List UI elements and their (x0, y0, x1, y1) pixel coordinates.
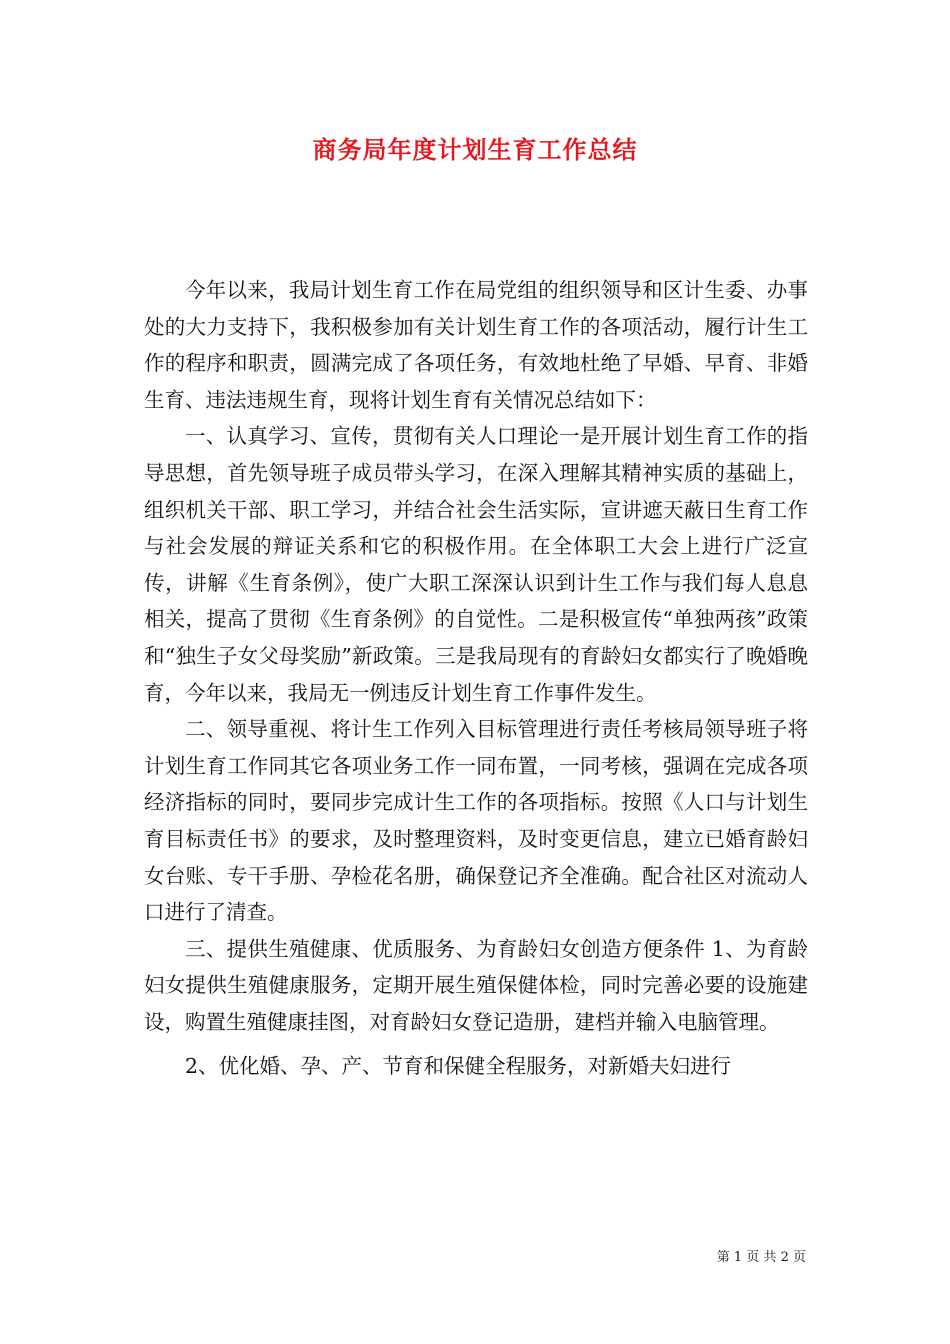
paragraph-section-2: 二、领导重视、将计生工作列入目标管理进行责任考核局领导班子将计划生育工作同其它各项业务工作一同布置，一同考核，强调在完成各项经济指标的同时，要同步完成计生工作的各项指标。按照《人口与计划生育目标责任书》的要求，及时整理资料，及时变更信息，建立已婚育龄妇女台账、专干手册、孕检花名册，确保登记齐全准确。配合社区对流动人口进行了清查。 (144, 717, 808, 925)
page-number-footer (717, 1246, 806, 1265)
footer-prefix: 第 (716, 1250, 730, 1265)
document-title: 商务局年度计划生育工作总结 (312, 135, 638, 164)
footer-suffix: 页 (792, 1250, 806, 1265)
paragraph-section-1: 一、认真学习、宣传，贯彻有关人口理论一是开展计划生育工作的指导思想，首先领导班子成员带头学习，在深入理解其精神实质的基础上，组织机关干部、职工学习，并结合社会生活实际，宣讲遮天蔽日生育工作与社会发展的辩证关系和它的积极作用。在全体职工大会上进行广泛宣传，讲解《生育条例》，使广大职工深深认识到计生工作与我们每人息息相关，提高了贯彻《生育条例》的自觉性。二是积极宣传“单独两孩”政策和“独生子女父母奖励”新政策。三是我局现有的育龄妇女都实行了晚婚晚育，今年以来，我局无一例违反计划生育工作事件发生。 (144, 424, 808, 705)
paragraph-section-3: 三、提供生殖健康、优质服务、为育龄妇女创造方便条件 1、为育龄妇女提供生殖健康服务，定期开展生殖保健体检，同时完善必要的设施建设，购置生殖健康挂图，对育龄妇女登记造册，建档并输入电脑管理。 (144, 936, 808, 1034)
document-body (144, 272, 808, 1085)
paragraph-intro: 今年以来，我局计划生育工作在局党组的组织领导和区计生委、办事处的大力支持下，我积极参加有关计划生育工作的各项活动，履行计生工作的程序和职责，圆满完成了各项任务，有效地杜绝了早婚、早育、非婚生育、违法违规生育，现将计划生育有关情况总结如下： (144, 278, 808, 412)
paragraph-section-3-item-2: 2、优化婚、孕、产、节育和保健全程服务，对新婚夫妇进行 (185, 1054, 732, 1079)
footer-middle: 页 共 (746, 1250, 777, 1265)
footer-total-pages: 2 (780, 1250, 789, 1265)
footer-current-page: 1 (733, 1250, 743, 1265)
